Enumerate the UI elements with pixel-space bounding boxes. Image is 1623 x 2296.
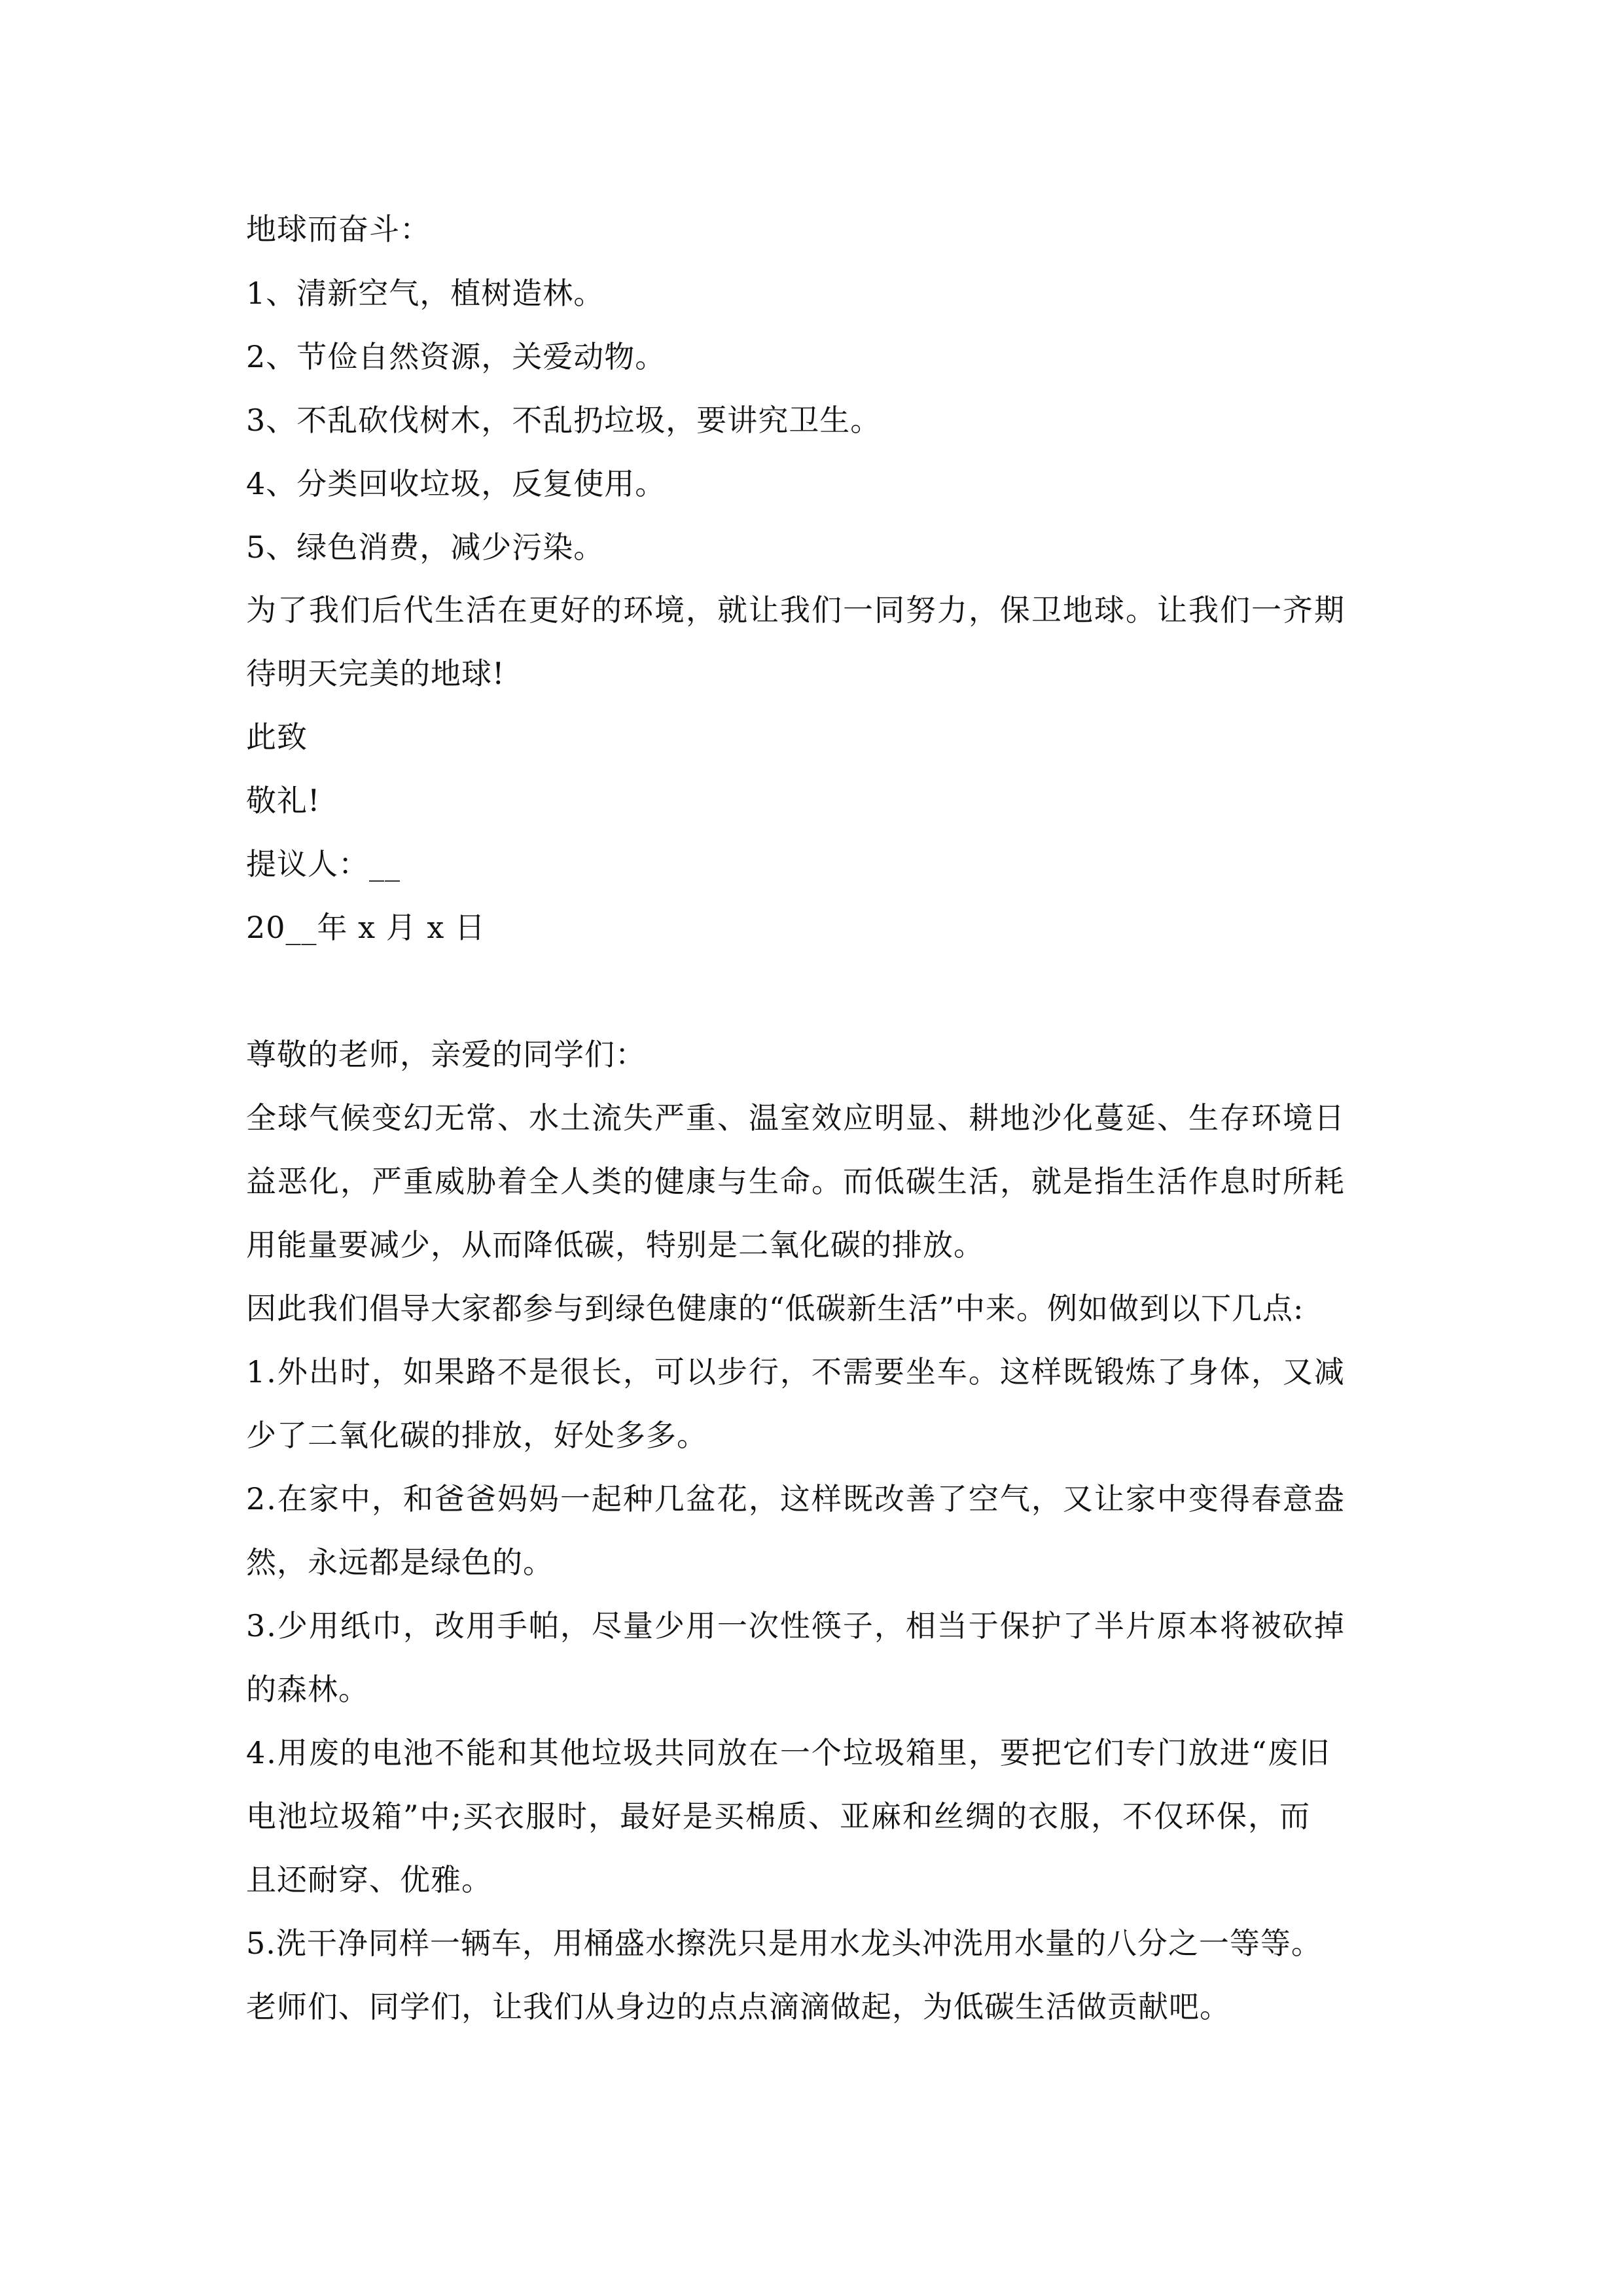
greeting-line: 尊敬的老师，亲爱的同学们： bbox=[246, 1037, 646, 1072]
list-item-line: 1.外出时，如果路不是很长，可以步行，不需要坐车。这样既锻炼了身体，又减 bbox=[246, 1354, 1346, 1390]
list-item-line: 2.在家中，和爸爸妈妈一起种几盆花，这样既改善了空气，又让家中变得春意盎 bbox=[246, 1481, 1346, 1516]
list-item-line: 5.洗干净同样一辆车，用桶盛水擦洗只是用水龙头冲洗用水量的八分之一等等。 bbox=[246, 1926, 1322, 1961]
list-item-5: 5、绿色消费，减少污染。 bbox=[246, 529, 605, 565]
heading-line: 地球而奋斗： bbox=[246, 211, 431, 247]
closing-line: 此致 bbox=[246, 719, 308, 755]
date-line: 20__年 x 月 x 日 bbox=[246, 910, 486, 945]
list-item-line: 少了二氧化碳的排放，好处多多。 bbox=[246, 1418, 707, 1453]
paragraph-line: 因此我们倡导大家都参与到绿色健康的“低碳新生活”中来。例如做到以下几点: bbox=[246, 1291, 1304, 1326]
list-item-line: 4.用废的电池不能和其他垃圾共同放在一个垃圾箱里，要把它们专门放进“废旧 bbox=[246, 1735, 1331, 1770]
paragraph-line: 用能量要减少，从而降低碳，特别是二氧化碳的排放。 bbox=[246, 1227, 984, 1263]
paragraph-line: 老师们、同学们，让我们从身边的点点滴滴做起，为低碳生活做贡献吧。 bbox=[246, 1989, 1230, 2024]
list-item-3: 3、不乱砍伐树木，不乱扔垃圾，要讲究卫生。 bbox=[246, 403, 882, 438]
list-item-4: 4、分类回收垃圾，反复使用。 bbox=[246, 466, 666, 501]
salutation-line: 敬礼! bbox=[246, 783, 321, 818]
paragraph-line: 为了我们后代生活在更好的环境，就让我们一同努力，保卫地球。让我们一齐期 bbox=[246, 592, 1346, 628]
list-item-line: 3.少用纸巾，改用手帕，尽量少用一次性筷子，相当于保护了半片原本将被砍掉 bbox=[246, 1608, 1346, 1643]
list-item-line: 的森林。 bbox=[246, 1672, 369, 1707]
proposer-line: 提议人：__ bbox=[246, 846, 401, 882]
list-item-1: 1、清新空气，植树造林。 bbox=[246, 276, 605, 311]
paragraph-line: 全球气候变幻无常、水土流失严重、温室效应明显、耕地沙化蔓延、生存环境日 bbox=[246, 1100, 1346, 1136]
list-item-line: 且还耐穿、优雅。 bbox=[246, 1862, 492, 1897]
list-item-2: 2、节俭自然资源，关爱动物。 bbox=[246, 339, 666, 374]
paragraph-line: 益恶化，严重威胁着全人类的健康与生命。而低碳生活，就是指生活作息时所耗 bbox=[246, 1164, 1346, 1199]
paragraph-line: 待明天完美的地球! bbox=[246, 656, 505, 691]
list-item-line: 电池垃圾箱”中;买衣服时，最好是买棉质、亚麻和丝绸的衣服，不仅环保，而 bbox=[246, 1799, 1311, 1834]
list-item-line: 然，永远都是绿色的。 bbox=[246, 1545, 554, 1580]
